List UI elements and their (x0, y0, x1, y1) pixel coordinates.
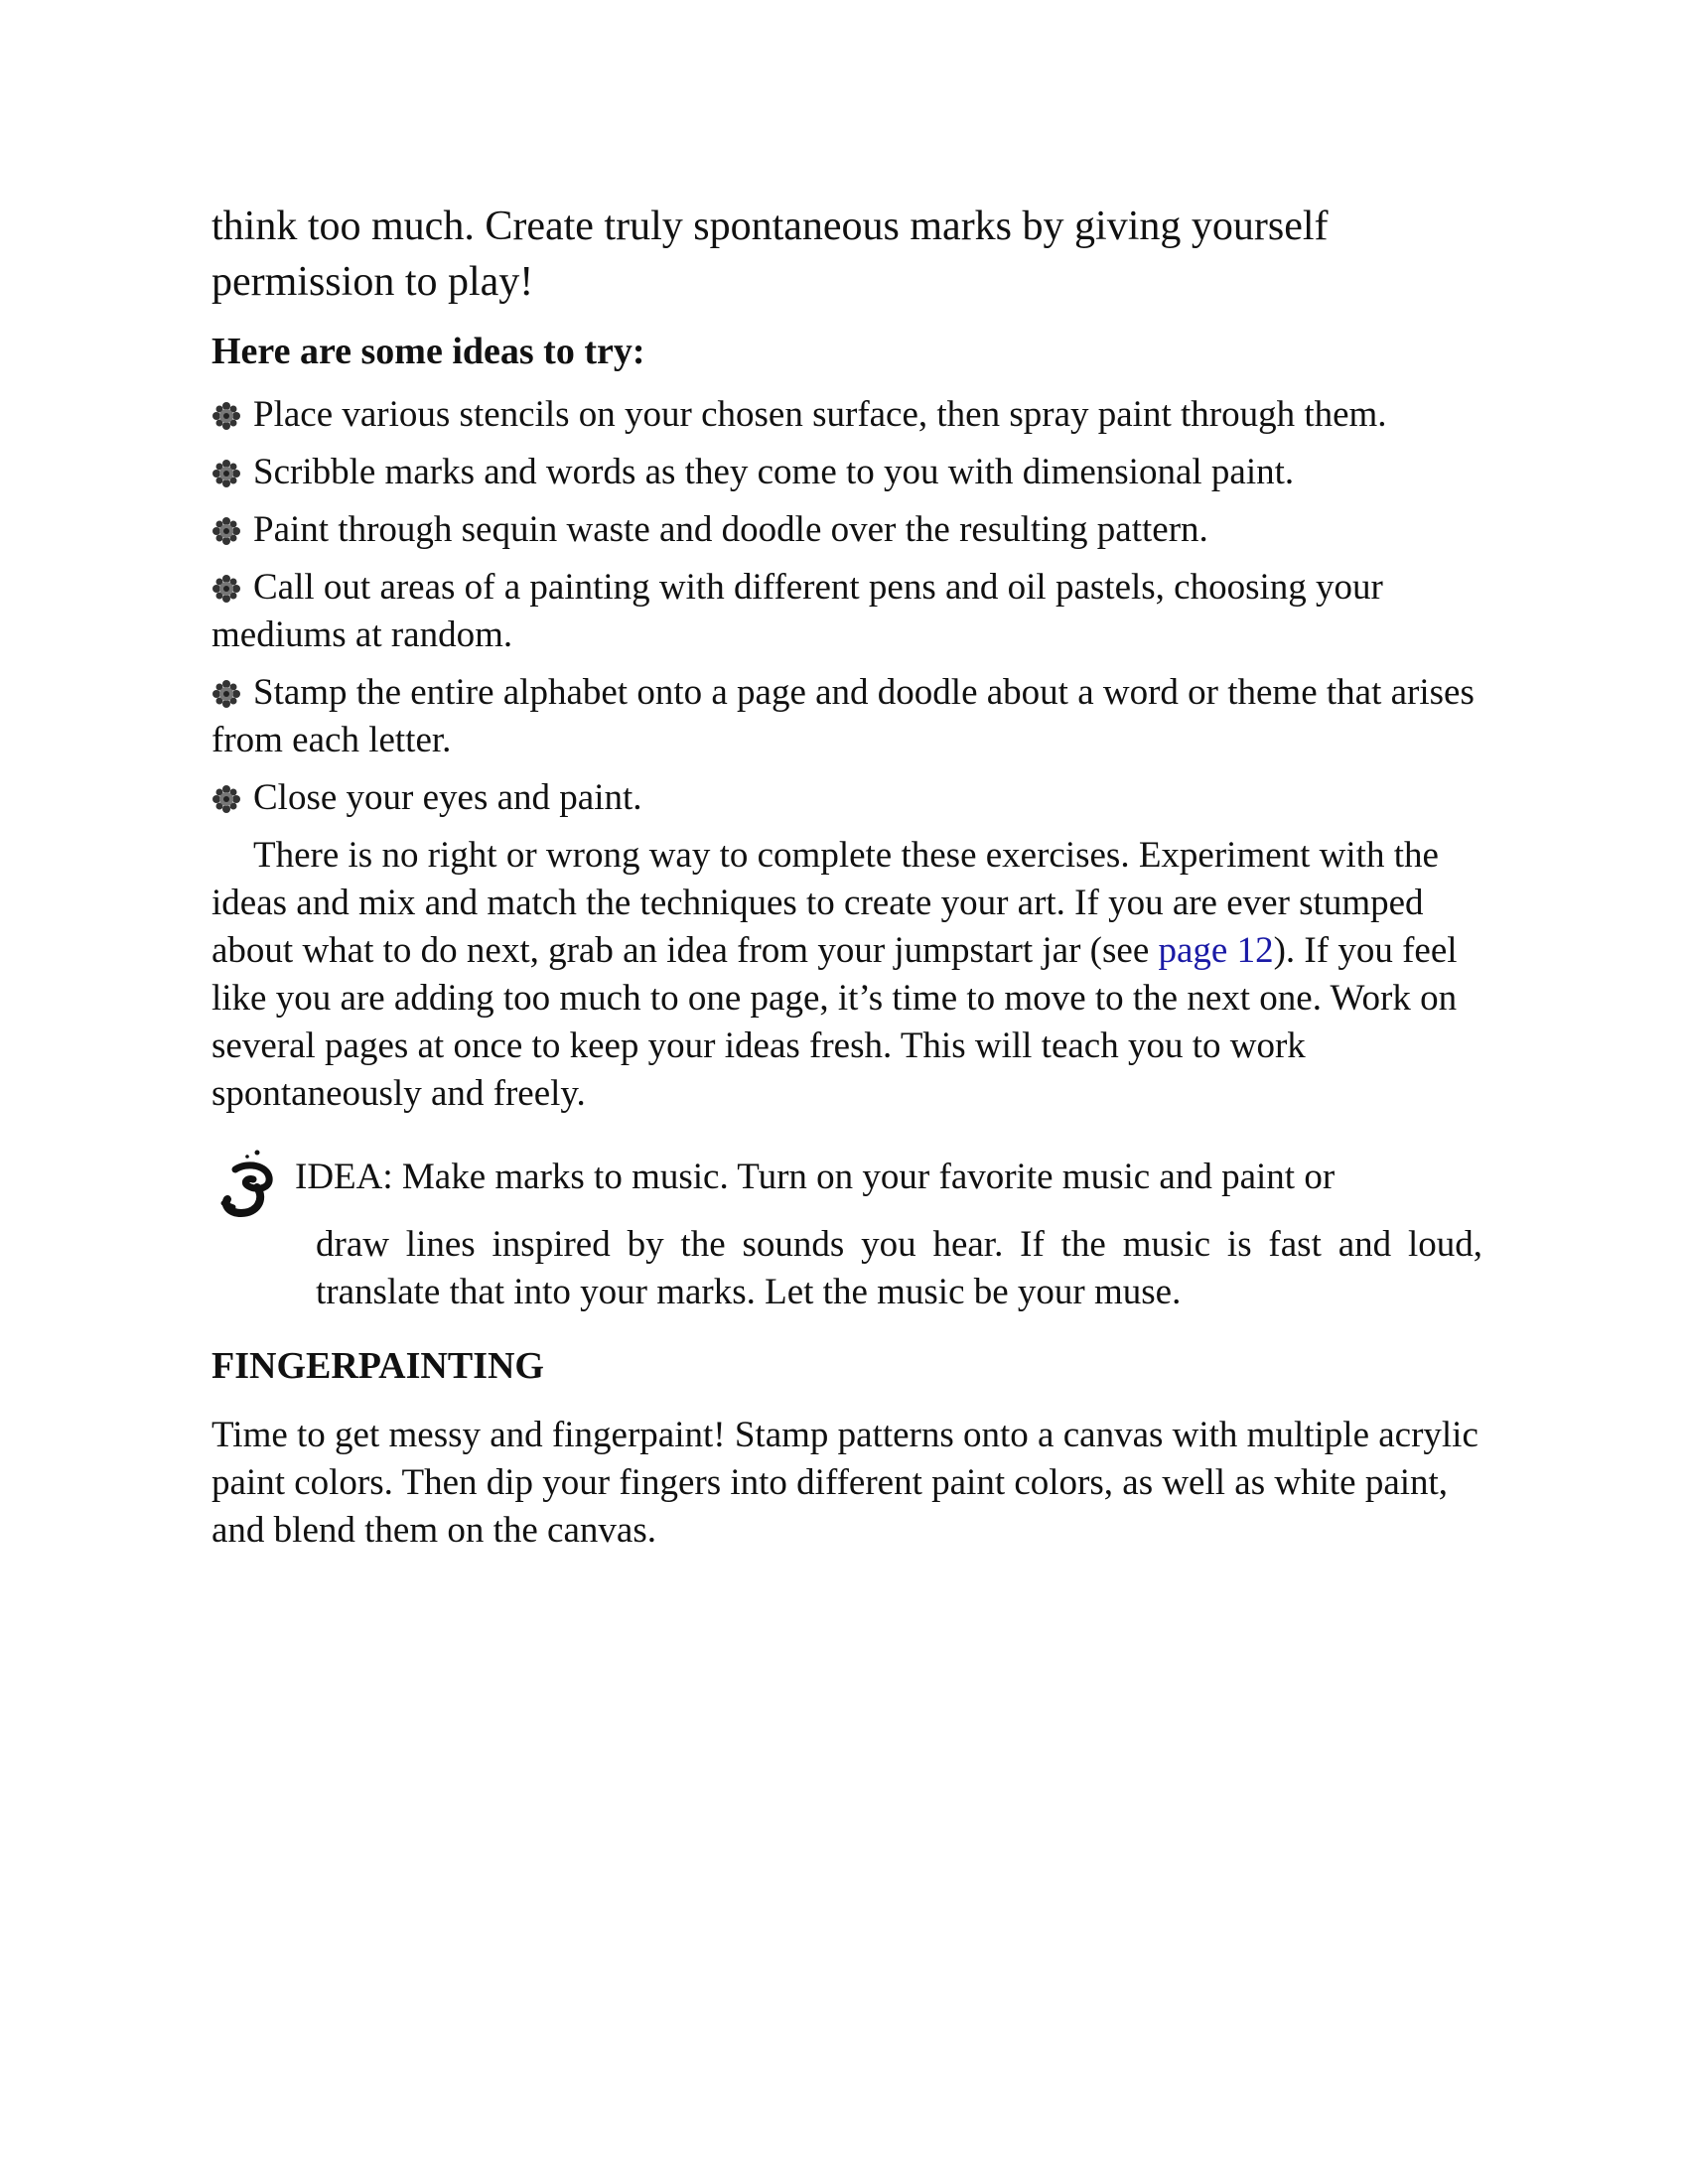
ideas-list (211, 391, 1482, 822)
list-item (211, 774, 1482, 822)
section-paragraph: Time to get messy and fingerpaint! Stamp patterns onto a canvas with multiple acrylic paint colors. Then dip your fingers into different paint colors, as well as white paint, and blend them on the canvas. (211, 1415, 1478, 1551)
list-item (211, 669, 1482, 764)
list-item (211, 564, 1482, 659)
list-item (211, 449, 1482, 496)
body-paragraph (211, 832, 1482, 1118)
idea-callout (211, 1146, 1482, 1221)
idea-first-line: IDEA: Make marks to music. Turn on your favorite music and paint or (295, 1157, 1336, 1197)
list-item-text: Scribble marks and words as they come to you with dimensional paint. (253, 452, 1295, 492)
list-item-text: Call out areas of a painting with different pens and oil pastels, choosing your mediums at random. (211, 567, 1383, 655)
list-item-text: Stamp the entire alphabet onto a page and doodle about a word or theme that arises from each letter. (211, 672, 1475, 760)
page-link[interactable]: page 12 (1158, 930, 1274, 971)
flower-bullet-icon (211, 784, 241, 814)
intro-paragraph: think too much. Create truly spontaneous marks by giving yourself permission to play! (211, 204, 1329, 305)
list-item-text: Paint through sequin waste and doodle over the resulting pattern. (253, 509, 1208, 550)
list-item-text: Close your eyes and paint. (253, 777, 642, 818)
section-title: FINGERPAINTING (211, 1345, 544, 1387)
idea-continuation: draw lines inspired by the sounds you hear. If the music is fast and loud, translate that into your marks. Let the music be your muse. (316, 1224, 1482, 1312)
paint-swirl-icon (217, 1148, 285, 1223)
paragraph-text-after-link: ). If you feel like you are adding too much to one page, it’s time to move to the next one. Work on several pages at once to keep your ideas fresh. This will teach you to work spontaneously and freely. (211, 930, 1458, 1114)
flower-bullet-icon (211, 574, 241, 604)
list-item-text: Place various stencils on your chosen surface, then spray paint through them. (253, 394, 1387, 435)
paragraph-text-before-link: There is no right or wrong way to complete these exercises. Experiment with the ideas and mix and match the techniques to create your art. If you are ever stumped about what to do next, grab an idea from your jumpstart jar (see (211, 835, 1439, 971)
flower-bullet-icon (211, 401, 241, 431)
flower-bullet-icon (211, 516, 241, 546)
list-item (211, 391, 1482, 439)
flower-bullet-icon (211, 679, 241, 709)
page-content (211, 199, 1482, 1555)
list-item (211, 506, 1482, 554)
flower-bullet-icon (211, 459, 241, 488)
ideas-heading: Here are some ideas to try: (211, 331, 645, 372)
